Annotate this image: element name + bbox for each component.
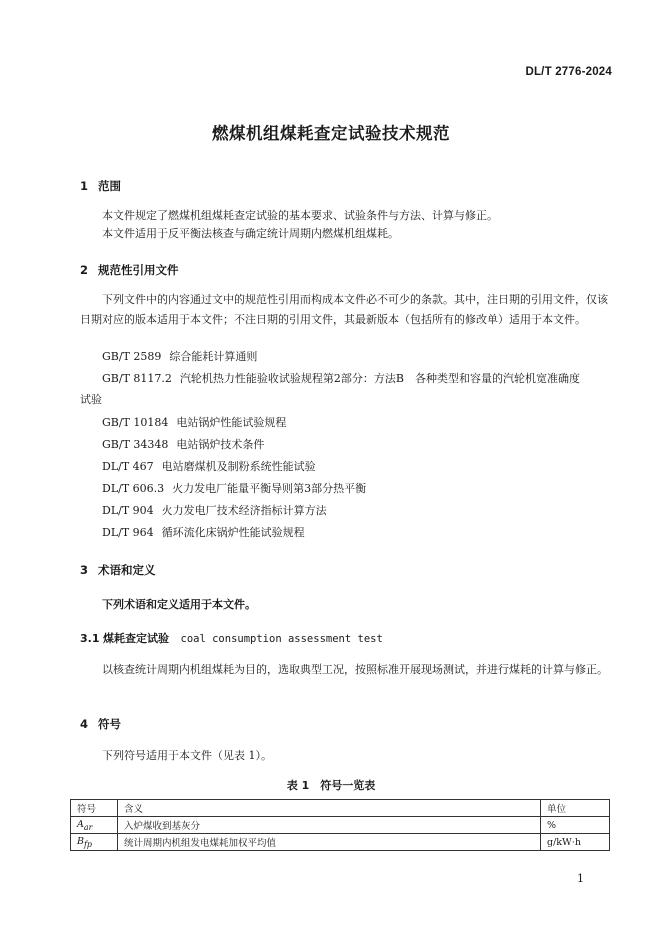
symbol-cell	[71, 834, 118, 851]
reference-wrap-tail: 试验	[80, 393, 102, 406]
section-number: 2	[80, 263, 89, 277]
section-number: 3	[80, 563, 89, 577]
table-header-row	[71, 800, 610, 817]
normative-references-intro: 下列文件中的内容通过文中的规范性引用而构成本文件必不可少的条款。其中，注日期的引用文件，仅该日期对应的版本适用于本文件；不注日期的引用文件，其最新版本（包括所有的修改单）适用于本文件。	[80, 293, 608, 326]
section-title: 符号	[98, 717, 121, 731]
reference-code: GB/T 10184	[102, 416, 169, 429]
section-title: 规范性引用文件	[98, 263, 179, 277]
table-row	[71, 834, 610, 851]
section-number: 4	[80, 717, 89, 731]
terms-intro: 下列术语和定义适用于本文件。	[102, 598, 256, 611]
page-number: 1	[577, 872, 584, 885]
reference-code: DL/T 964	[102, 526, 154, 539]
reference-title: 汽轮机热力性能验收试验规程第2部分：方法B 各种类型和容量的汽轮机宽准确度	[179, 372, 580, 385]
reference-code: GB/T 2589	[102, 350, 162, 363]
scope-paragraph-1: 本文件规定了燃煤机组煤耗查定试验的基本要求、试验条件与方法、计算与修正。	[102, 209, 498, 222]
section-4-heading	[80, 716, 121, 732]
term-chinese: 煤耗查定试验	[103, 632, 169, 645]
symbol-subscript: fp	[83, 839, 92, 849]
term-entry-heading	[80, 630, 383, 646]
reference-item	[102, 436, 264, 452]
column-header-meaning: 含义	[118, 800, 541, 817]
meaning-cell: 入炉煤收到基灰分	[118, 817, 541, 834]
reference-title: 火力发电厂能量平衡导则第3部分热平衡	[172, 482, 367, 495]
scope-paragraph-2: 本文件适用于反平衡法核查与确定统计周期内燃煤机组煤耗。	[102, 227, 399, 240]
section-title: 范围	[98, 179, 121, 193]
table-caption: 表 1 符号一览表	[286, 779, 376, 792]
reference-item	[102, 458, 316, 474]
document-title: 燃煤机组煤耗查定试验技术规范	[212, 124, 450, 143]
meaning-cell: 统计周期内机组发电煤耗加权平均值	[118, 834, 541, 851]
standard-number: DL/T 2776-2024	[525, 66, 612, 78]
symbols-table	[70, 799, 610, 851]
symbol-cell	[71, 817, 118, 834]
reference-item	[102, 348, 257, 364]
reference-item	[102, 414, 286, 430]
symbol-subscript: ar	[83, 822, 93, 832]
reference-title: 电站锅炉性能试验规程	[176, 416, 287, 429]
term-definition: 以核查统计周期内机组煤耗为目的，选取典型工况，按照标准开展现场测试，并进行煤耗的计算与修正。	[102, 663, 608, 676]
symbol-letter: B	[77, 835, 84, 847]
reference-title: 综合能耗计算通则	[169, 350, 258, 363]
reference-title: 火力发电厂技术经济指标计算方法	[161, 504, 327, 517]
symbol-letter: A	[77, 818, 84, 830]
unit-cell: g/kW·h	[541, 834, 610, 851]
column-header-unit: 单位	[541, 800, 610, 817]
column-header-symbol: 符号	[71, 800, 118, 817]
reference-code: DL/T 904	[102, 504, 154, 517]
reference-item	[102, 524, 305, 540]
reference-code: DL/T 467	[102, 460, 154, 473]
section-title: 术语和定义	[98, 563, 156, 577]
symbols-intro: 下列符号适用于本文件（见表 1）。	[102, 749, 272, 762]
reference-title: 电站磨煤机及制粉系统性能试验	[161, 460, 316, 473]
reference-title: 电站锅炉技术条件	[176, 438, 265, 451]
section-3-heading	[80, 562, 156, 578]
reference-item	[102, 370, 580, 386]
unit-cell: %	[541, 817, 610, 834]
reference-title: 循环流化床锅炉性能试验规程	[161, 526, 305, 539]
reference-item	[102, 502, 327, 518]
section-2-heading	[80, 262, 179, 278]
reference-item	[102, 480, 366, 496]
section-1-heading	[80, 178, 121, 194]
section-number: 1	[80, 179, 89, 193]
reference-code: GB/T 34348	[102, 438, 169, 451]
term-number: 3.1	[80, 632, 100, 645]
table-row	[71, 817, 610, 834]
reference-code: DL/T 606.3	[102, 482, 165, 495]
reference-code: GB/T 8117.2	[102, 372, 172, 385]
term-english: coal consumption assessment test	[180, 633, 383, 645]
